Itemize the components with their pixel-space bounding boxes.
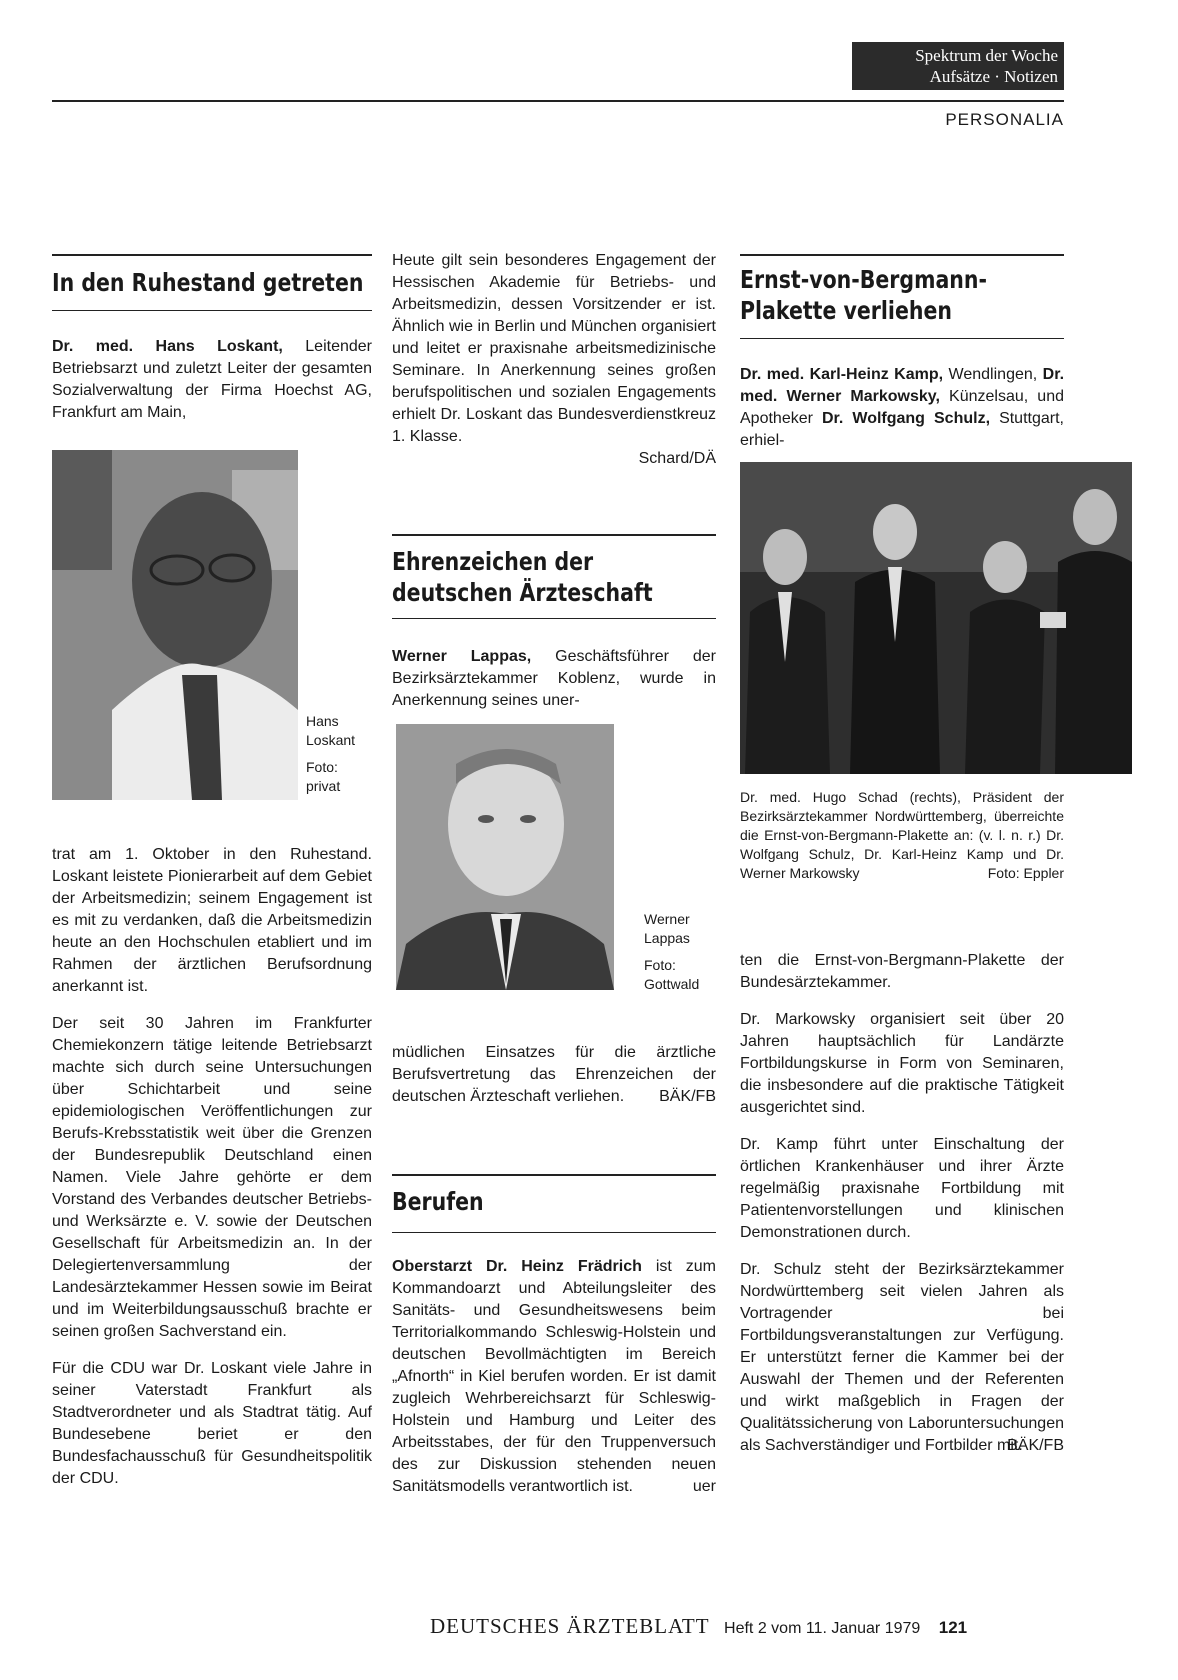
- col3-heading: [740, 264, 987, 326]
- intro3b-name: Dr. med. Werner Markowsky,: [740, 366, 1065, 405]
- col3-paragraph-1: ten die Ernst-von-Bergmann-Plakette der Bundesärztekammer.: [740, 952, 1064, 991]
- intro3-text: ist zum Kommandoarzt und Abteilungsleiter des Sanitäts- und Gesundheitswesens beim Territorialkommando Schleswig-Holstein und deutschen Bevollmächtigten im Bereich „Afnorth“ in Kiel berufen worden. Er ist damit zugleich Wehrbereichsarzt für Schleswig-Holstein und Hamburg und Leiter des Arbeitsstabes, der für den Truppenversuch des zur Diskussion stehenden neuen Sanitätsmodells verantwortlich ist.: [392, 1258, 717, 1495]
- caption2-credit-line2: Gottwald: [644, 976, 700, 992]
- col2-heading2-rule-bottom: [392, 618, 716, 619]
- col2-heading3-rule-top: [392, 1174, 716, 1176]
- caption-credit-line2: privat: [306, 778, 341, 794]
- col2-heading2-line1: Ehrenzeichen der: [392, 547, 594, 576]
- intro2-text: Geschäftsführer der Bezirksärztekammer Koblenz, wurde in Anerkennung seines uner-: [392, 648, 716, 709]
- photo-plakette-ceremony: [740, 462, 1132, 774]
- col3-signature: BÄK/FB: [1007, 1437, 1064, 1454]
- photo-caption-ceremony: [740, 788, 1064, 883]
- badge-line-2: Aufsätze · Notizen: [929, 67, 1058, 86]
- col2-berufen: [392, 1256, 716, 1498]
- col3-heading-rule-bottom: [740, 338, 1064, 339]
- col3-paragraph-2: Dr. Markowsky organisiert seit über 20 Jahren hauptsächlich für Landärzte Fortbildungskurse in Form von Seminaren, die insbesondere auf die praktische Tätigkeit ausgerichtet sind.: [740, 1011, 1064, 1116]
- footer: [430, 1614, 967, 1639]
- caption-name-line2: Loskant: [306, 732, 356, 748]
- footer-issue: Heft 2 vom 11. Januar 1979: [724, 1620, 921, 1637]
- caption-credit-line1: Foto:: [306, 759, 338, 775]
- col3-paragraph-3: Dr. Kamp führt unter Einschaltung der örtlichen Krankenhäuser und ihrer Ärzte regelmäßig praxisnahe Fortbildung mit Patientenvorstellungen und klinischen Demonstrationen durch.: [740, 1136, 1064, 1241]
- intro-text: Leitender Betriebsarzt und zuletzt Leiter der gesamten Sozialverwaltung der Firma Hoechst AG, Frankfurt am Main,: [52, 338, 372, 421]
- section-label: PERSONALIA: [945, 110, 1064, 129]
- col2-top: [392, 250, 716, 470]
- intro3a-text: Wendlingen,: [943, 366, 1043, 383]
- intro2-name: Werner Lappas,: [392, 648, 532, 665]
- caption-name-line1: Hans: [306, 713, 339, 729]
- col2-berufen-signature: uer: [692, 1478, 716, 1495]
- col1-heading-rule-bottom: [52, 310, 372, 311]
- intro3c-name: Dr. Wolfgang Schulz,: [821, 410, 991, 427]
- col3-body: [740, 950, 1064, 1457]
- col2-intro2: [392, 646, 716, 727]
- col1-body: [52, 844, 372, 1505]
- intro3-name: Oberstarzt Dr. Heinz Frädrich: [392, 1258, 642, 1275]
- col2-top-paragraph: Heute gilt sein besonderes Engagement der Hessischen Akademie für Betriebs- und Arbeitsmedizin, dessen Vorsitzender er ist. Ähnlich wie in Berlin und München organisiert und leitet er praxisnahe arbeitsmedizinische Seminare. In Anerkennung seines großen berufspolitischen und sozialen Engagements erhielt Dr. Loskant das Bundesverdienstkreuz 1. Klasse.: [392, 252, 716, 445]
- col1-paragraph-3: Für die CDU war Dr. Loskant viele Jahre in seiner Vaterstadt Frankfurt als Stadtverordneter und als Stadtrat tätig. Auf Bundesebene beriet er den Bundesfachausschuß für Gesundheitspolitik der CDU.: [52, 1360, 372, 1487]
- footer-journal: DEUTSCHES ÄRZTEBLATT: [430, 1614, 710, 1638]
- col2-after: [392, 1042, 716, 1108]
- photo-caption-loskant: [306, 712, 355, 796]
- col2-heading3: Berufen: [392, 1187, 484, 1216]
- col2-heading2: [392, 546, 653, 608]
- col3-heading-rule-top: [740, 254, 1064, 256]
- col3-intro: [740, 364, 1064, 452]
- caption2-name-line1: Werner: [644, 911, 690, 927]
- caption2-name-line2: Lappas: [644, 930, 690, 946]
- ceremony-caption-credit: Foto: Eppler: [987, 865, 1064, 881]
- col2-heading2-line2: deutschen Ärzteschaft: [392, 578, 653, 607]
- col3-paragraph-4: Dr. Schulz steht der Bezirksärztekammer Nordwürttemberg seit vielen Jahren als Vortragender bei Fortbildungsveranstaltungen zur Verfügung. Er unterstützt ferner die Kammer bei der Auswahl der Themen und der Referenten und wirkt maßgeblich in Fragen der Qualitätssicherung von Laboruntersuchungen als Sachverständiger und Fortbilder mit.: [740, 1261, 1064, 1454]
- photo-caption-lappas: [644, 910, 699, 994]
- col2-after-paragraph: müdlichen Einsatzes für die ärztliche Berufsvertretung das Ehrenzeichen der deutschen Ärzteschaft verliehen.: [392, 1044, 716, 1105]
- section-badge: [852, 42, 1064, 90]
- col2-top-signature: Schard/DÄ: [638, 450, 716, 467]
- intro3a-name: Dr. med. Karl-Heinz Kamp,: [740, 366, 944, 383]
- footer-page-number: 121: [938, 1618, 968, 1637]
- col1-paragraph-1: trat am 1. Oktober in den Ruhestand. Loskant leistete Pionierarbeit auf dem Gebiet der Arbeitsmedizin; seinem Engagement ist es mit zu verdanken, daß die Arbeitsmedizin heute an den Hochschulen etabliert und im Rahmen der ärztlichen Berufsordnung anerkannt ist.: [52, 846, 372, 995]
- photo-hans-loskant: [52, 450, 298, 800]
- col1-heading: In den Ruhestand getreten: [52, 268, 364, 297]
- header-rule: [52, 100, 1064, 102]
- col1-intro: [52, 336, 372, 439]
- intro3b-text: Künzelsau, und Apotheker: [740, 388, 1064, 427]
- col1-heading-rule-top: [52, 254, 372, 256]
- col1-paragraph-2: Der seit 30 Jahren im Frankfurter Chemiekonzern tätige leitende Betriebsarzt machte sich durch seine Untersuchungen über Schichtarbeit und seine epidemiologischen Veröffentlichungen zur Berufs-Krebsstatistik weit über die Grenzen der Bundesrepublik Deutschland einen Namen. Viele Jahre gehörte er dem Vorstand des Verbandes deutscher Betriebs- und Werksärzte e. V. sowie der Deutschen Gesellschaft für Arbeitsmedizin an. In der Delegiertenversammlung der Landesärztekammer Hessen sowie im Beirat und im Weiterbildungsausschuß brachte er seinen großen Sachverstand ein.: [52, 1015, 372, 1340]
- col3-heading-line2: Plakette verliehen: [740, 296, 952, 325]
- intro-name: Dr. med. Hans Loskant,: [52, 338, 283, 355]
- col2-heading2-rule-top: [392, 534, 716, 536]
- col3-heading-line1: Ernst-von-Bergmann-: [740, 265, 987, 294]
- col2-heading3-rule-bottom: [392, 1232, 716, 1233]
- col2-after-signature: BÄK/FB: [659, 1088, 716, 1105]
- photo-werner-lappas: [396, 724, 614, 990]
- ceremony-caption-text: Dr. med. Hugo Schad (rechts), Präsident der Bezirksärztekammer Nordwürttemberg, überreichte die Ernst-von-Bergmann-Plakette an: (v. l. n. r.) Dr. Wolfgang Schulz, Dr. Karl-Heinz Kamp und Dr. Werner Markowsky: [740, 789, 1064, 881]
- badge-line-1: Spektrum der Woche: [915, 46, 1058, 65]
- caption2-credit-line1: Foto:: [644, 957, 676, 973]
- intro3c-text: Stuttgart, erhiel-: [740, 410, 1064, 449]
